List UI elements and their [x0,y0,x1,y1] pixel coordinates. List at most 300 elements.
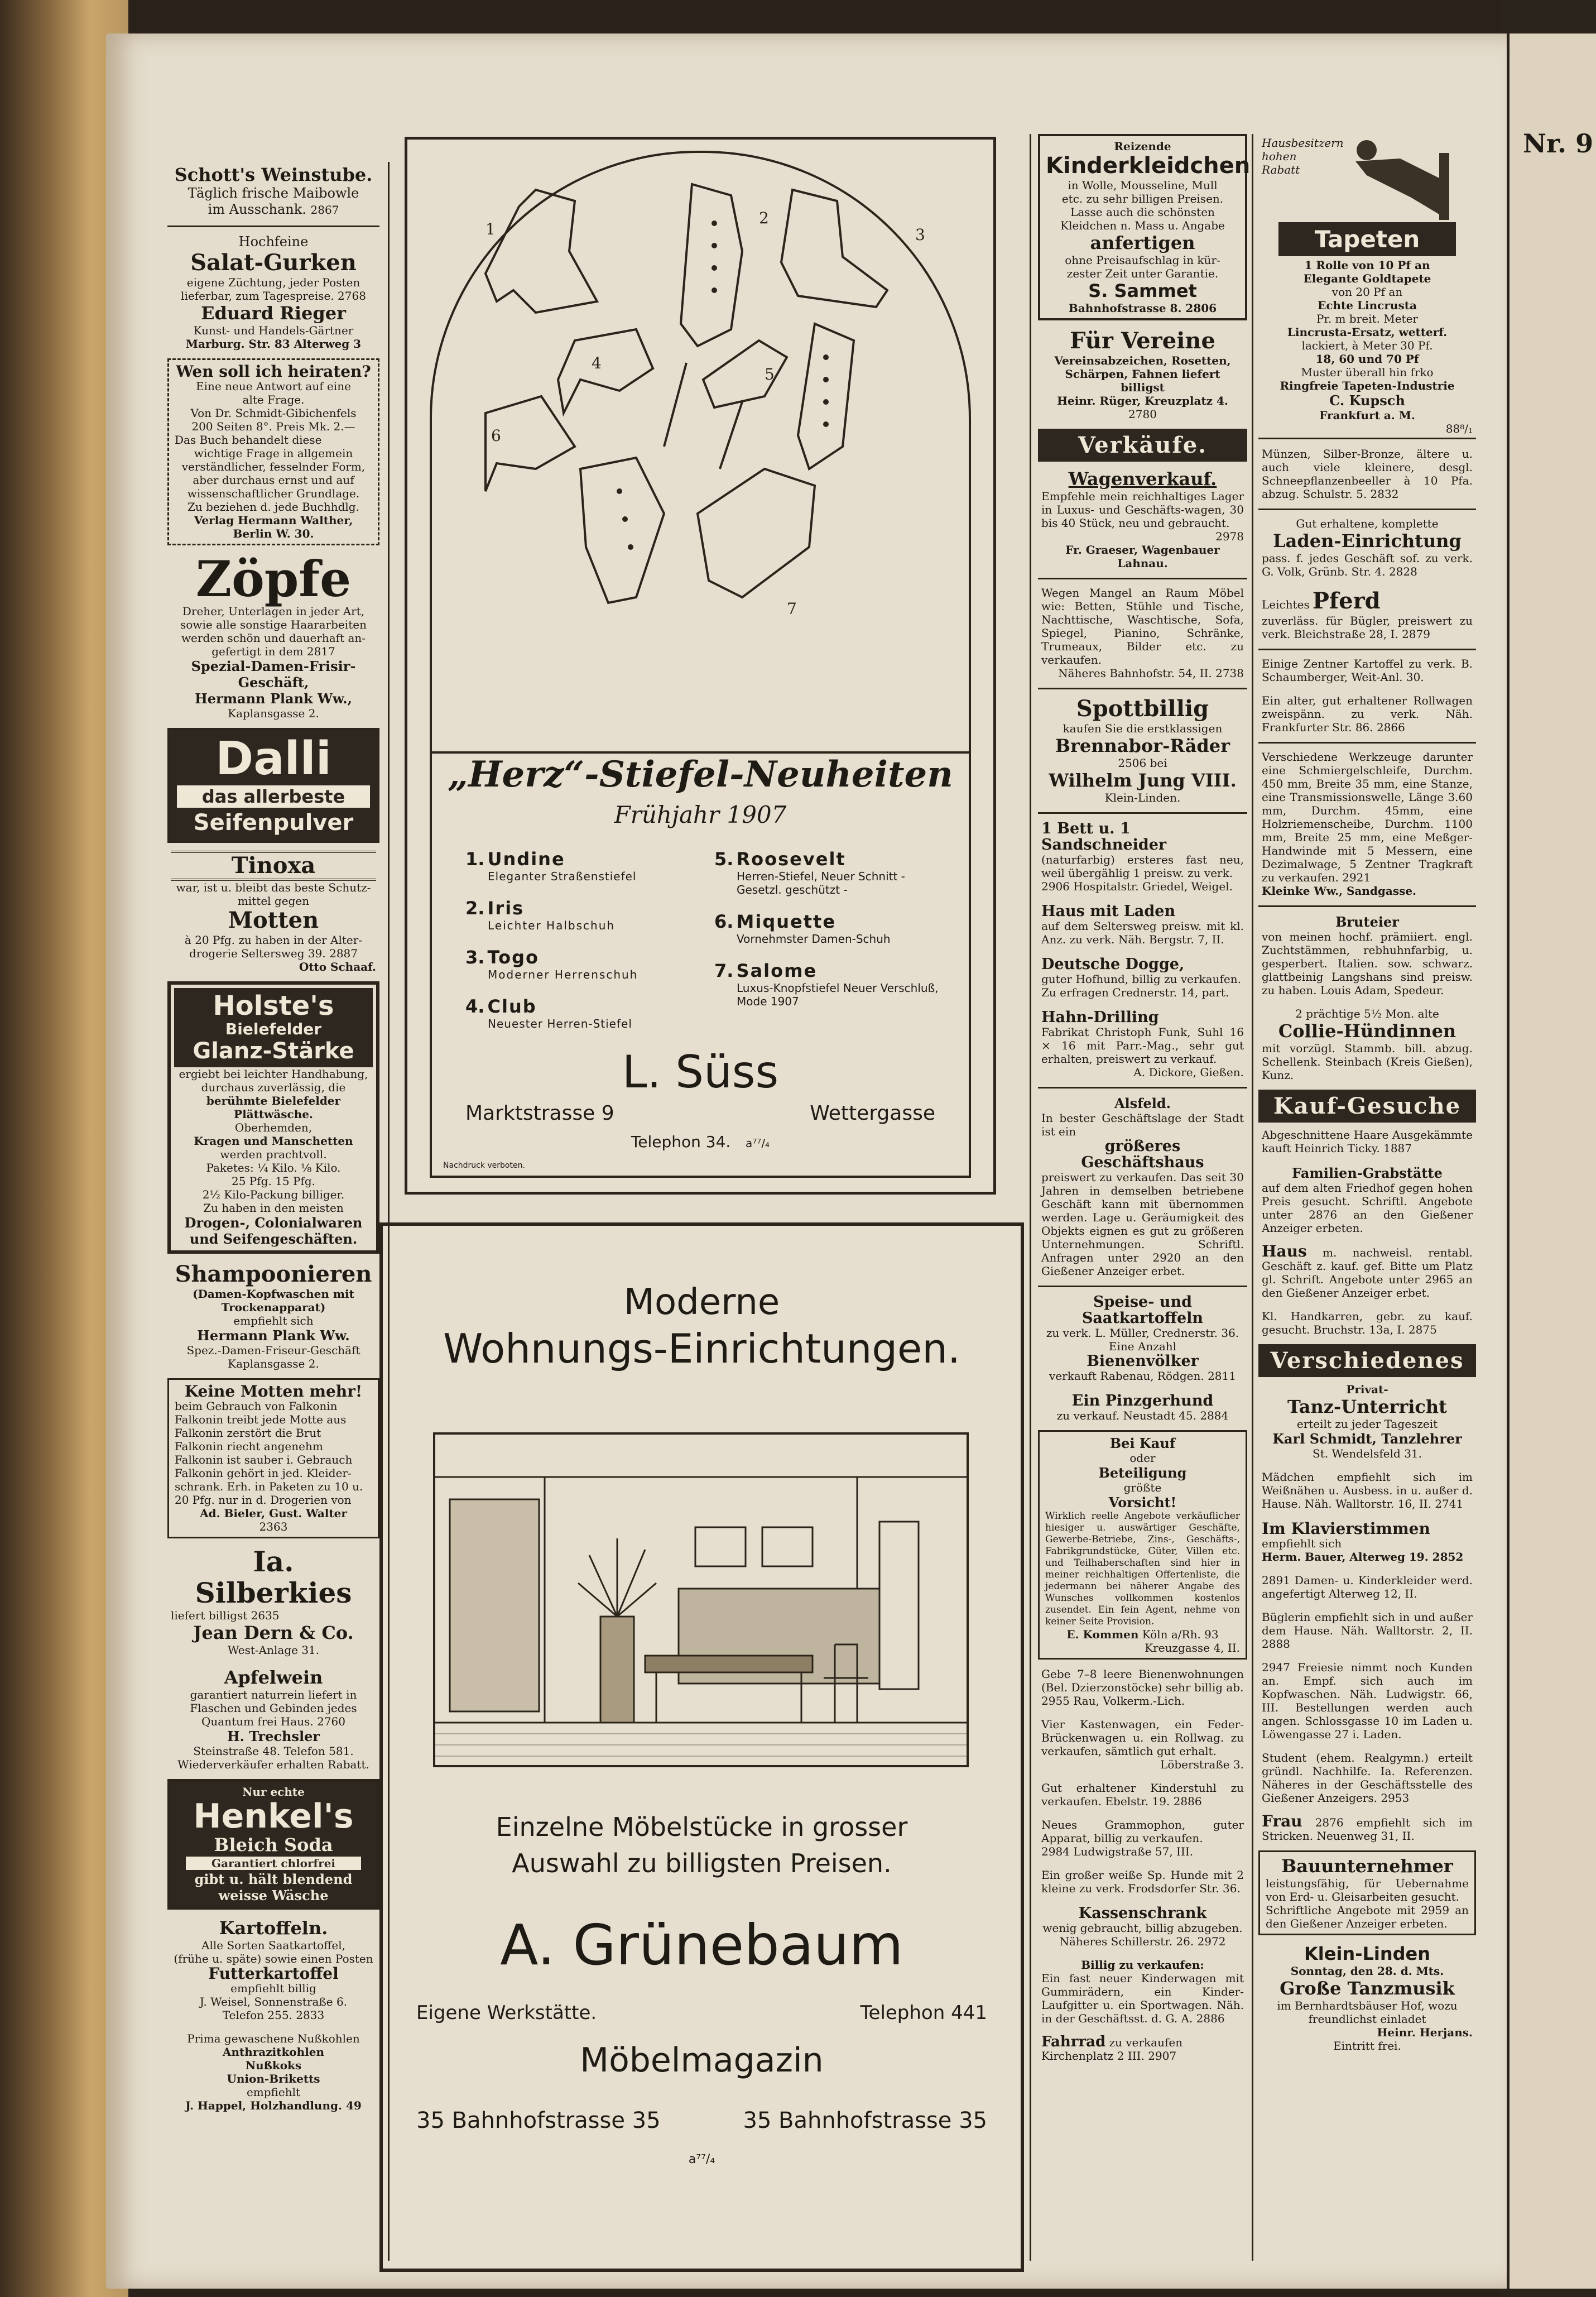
next-page-edge [1510,33,1596,2289]
ad-line [1262,1610,1473,1651]
ad-text: pass. f. jedes Geschäft sof. zu verk. G. Volk, Grünb. Str. 4. [1262,552,1473,578]
ad-line: Bielefelder [225,1020,322,1038]
ad-line [1041,1409,1244,1422]
ad-handkarren [1258,1307,1476,1339]
ad-title: Bienenvölker [1087,1353,1199,1370]
ad-title: Für Vereine [1070,328,1215,354]
ad-line: etc. zu sehr billigen Preisen. [1061,192,1224,205]
ad-text: wenig gebraucht, billig abzugeben. Näheres Schillerstr. 26. [1042,1921,1243,1948]
ad-line: sowie alle sonstige Haararbeiten [180,618,367,631]
ad-line [171,202,376,218]
ad-line: Muster überall hin frko [1301,366,1434,379]
ad-line: 20 Pfg. nur in d. Drogerien von [175,1493,352,1507]
ad-line: Falkonin riecht angenehm [175,1440,323,1453]
column-4 [1258,134,1476,2060]
ad-kartoffeln [167,1915,379,2024]
model-name: Salome [736,960,818,981]
ad-moebel [1038,584,1247,682]
ad-line [1262,1751,1473,1805]
ad-code: 2955 [1041,1694,1070,1708]
ad-line: verständlicher, fesselnder Form, [181,460,366,473]
model-desc: Vornehmster Damen-Schuh [737,932,891,946]
ad-line: Falkonin treibt jede Motte aus [175,1413,347,1426]
ad-address: Klein-Linden. [1104,791,1181,804]
section-header-verschiedenes: Verschiedenes [1258,1344,1476,1377]
ad-line: Seifenpulver [193,810,354,836]
ad-line: liefert billigst [171,1609,248,1622]
ad-address: Löberstraße 3. [1160,1758,1244,1771]
ad-name: Karl Schmidt, Tanzlehrer [1272,1431,1462,1447]
ad-maedchen [1258,1468,1476,1513]
ad-text: Freiesie nimmt noch Kunden an. Empf. sich auch im Kopfwaschen. Näh. Ludwigstr. 66, III. Bestellungen werden auch angen. Schlossgasse 10 im Laden u. Löwengasse 27 i. Laden. [1262,1661,1473,1741]
ad-title: Billig zu verkaufen: [1081,1958,1204,1972]
ad-drilling [1038,1007,1247,1081]
shoe-ad-address-left: Marktstrasse 9 [465,1102,614,1125]
ad-line: empfiehlt [246,2085,301,2099]
ad-title: 1 Bett u. 1 Sandschneider [1041,820,1167,853]
ad-line: wissenschaftlicher Grundlage. [187,487,360,500]
furniture-ad-firm: A. Grünebaum [500,1912,903,1978]
ad-klein-linden [1258,1941,1476,2055]
ad-code: 2888 [1262,1637,1290,1651]
ad-bett [1038,818,1247,895]
furniture-ad-title-2: Wohnungs-Einrichtungen. [443,1325,960,1372]
ad-line: Sonntag, den 28. d. Mts. [1290,1964,1444,1978]
ad-line: Dreher, Unterlagen in jeder Art, [182,605,365,618]
ad-title: Fahrrad [1041,2034,1106,2050]
model-name: Miquette [736,911,837,932]
ad-line: Falkonin gehört in jed. Kleider- [175,1466,352,1480]
ad-line: war, ist u. bleibt das beste Schutz- [176,881,371,894]
shoe-drawing-3 [781,190,887,307]
ad-code: 2760 [317,1715,345,1728]
ad-text: Schriftliche Angebote mit 2959 an den Gießener Anzeiger erbeten. [1266,1903,1469,1930]
ad-title: Spottbillig [1076,696,1209,722]
shoe-illustration [452,156,943,636]
ad-code: 2907 [1148,2049,1177,2063]
divider [1038,688,1247,689]
ad-line: ohne Preisaufschlag in kür- [1065,253,1220,267]
shoe-model [714,848,941,896]
shoe-ad-footnote: Nachdruck verboten. [443,1161,525,1170]
ad-line [1041,1694,1244,1708]
ad-grabstaette [1258,1163,1476,1237]
ad-collie [1258,1005,1476,1084]
shoe-button-dots [617,220,829,550]
ad-title: Schott's Weinstube. [174,164,373,185]
ad-line: anfertigen [1090,232,1195,253]
ad-text: Wirklich reelle Angebote verkäuflicher hiesiger u. auswärtiger Geschäfte, Gewerbe-Betriebe, Zins-, Geschäfts-, Fabrikgrundstücke, Güter, Villen etc. und Teilhaberschaften sind hier in meiner reichhaltigen Offertenliste, die jedermann bei näherer Angabe des Wunsches vollkommen kostenlos zusendet. Ein fein Agent, nehme von keiner Seite Provision. [1045,1510,1240,1627]
ad-werkzeuge [1258,748,1476,900]
model-name: Togo [487,947,539,968]
ad-silberkies [167,1544,379,1659]
furniture-room-illustration [433,1432,969,1767]
ad-text: zu verk. L. Müller, Crednerstr. 36. [1046,1326,1239,1340]
ad-text: Verschiedene Werkzeuge darunter eine Schmiergelschleife, Durchm. 450 mm, Breite 35 mm, eine Stanze, eine Transmissionswelle, Länge 3.60 mm, Durchm. 45mm, eine Holzriemenscheibe, Durchm. 1100 mm, Breite 25 mm, eine Meßger-Handwinde mit 5 Messern, eine Dezimalwage, 5 Zentner Tragkraft zu verkaufen. [1262,750,1473,884]
ad-line: Eine neue Antwort auf eine [196,380,351,393]
ad-line [1262,1812,1473,1843]
model-name: Undine [487,848,565,870]
column-rule [1030,134,1031,2261]
ad-code: 2866 [1376,721,1405,734]
ad-line: Kragen und Manschetten [194,1134,353,1148]
ad-line: Falkonin ist sauber i. Gebrauch [175,1453,353,1466]
ad-title: Hahn-Drilling [1041,1009,1159,1026]
ad-code: 2780 [1128,407,1157,421]
ad-address: Frankfurt a. M. [1319,409,1415,422]
ad-name: C. Kupsch [1329,392,1405,409]
tapeten-top [1262,136,1473,220]
ad-title: Keine Motten mehr! [184,1382,363,1401]
ad-line: Kunst- und Handels-Gärtner [193,324,354,337]
ad-title: größeres Geschäftshaus [1081,1138,1204,1171]
ad-tapeten [1258,134,1476,439]
ad-line: berühmte Bielefelder Plättwäsche. [206,1094,341,1121]
ad-title: Zöpfe [195,550,352,608]
ad-code: 2947 [1262,1661,1290,1674]
furniture-ad-phone: Telephon 441 [860,2002,987,2024]
ad-line: beim Gebrauch von Falkonin [175,1399,338,1413]
ad-line: aber durchaus ernst und auf [193,473,354,487]
table-shape [645,1656,813,1672]
shoe-number-2: 2 [759,209,769,227]
ad-code: 2817 [306,645,335,658]
shoe-ad-phone-row [432,1133,969,1151]
ad-title: Bruteier [1335,914,1399,930]
model-number: 4. [465,996,485,1017]
ad-line: Spez.-Damen-Friseur-Geschäft [186,1344,360,1357]
ad-line: Anthrazitkohlen [222,2045,325,2059]
ad-line: Falkonin zerstört die Brut [175,1426,321,1440]
ad-text: guter Hofhund, billig zu verkaufen. [1041,972,1241,986]
ad-kastenwagen [1038,1715,1247,1773]
ad-name: Hospitalstr. Griedel, Weigel. [1073,880,1233,893]
ad-code: 2887 [329,947,358,960]
ad-line: Eine Anzahl [1108,1340,1177,1353]
ad-line: Garantiert chlorfrei [186,1857,361,1870]
ad-line: Drogen-, Colonialwaren [184,1215,363,1231]
ad-code: 2852 [1432,1550,1464,1564]
ad-line: alte Frage. [242,393,305,406]
shoe-drawing-9 [698,469,815,597]
ad-title: Laden-Einrichtung [1273,530,1462,552]
ad-title: Kassenschrank [1078,1905,1207,1922]
ad-line: Oberhemden, [234,1121,313,1134]
ad-text: auf dem alten Friedhof gegen hohen Preis gesucht. Schriftl. Angebote unter 2876 an den Gießener Anzeiger erbeten. [1262,1181,1473,1235]
ad-line: à 20 Pfg. zu haben in der Alter- [184,933,363,947]
ad-address: Kreuzgasse 4, II. [1145,1641,1240,1655]
ad-title: Frau [1262,1812,1302,1830]
divider [1038,578,1247,579]
ad-title: Glanz-Stärke [193,1038,354,1064]
ad-line: J. Weisel, Sonnenstraße 6. [199,1995,348,2008]
ad-title: Bei Kauf [1109,1435,1176,1451]
ad-code: 2363 [259,1520,288,1533]
ad-code: 2886 [1173,1795,1202,1808]
ad-code: 2828 [1388,565,1417,578]
ad-address: Näheres Bahnhofstr. 54, II. [1058,666,1212,680]
ad-title: Apfelwein [224,1667,323,1688]
ad-text: zu verkaufen Kirchenplatz 2 III. [1041,2036,1183,2063]
ad-line: 18, 60 und 70 Pf [1315,352,1419,366]
ad-line: mittel gegen [237,894,310,908]
ad-spottbillig [1038,694,1247,807]
ad-text: Ein fast neuer Kinderwagen mit Gummirädern, ein Kinder-Laufgitter u. ein Sportwagen. Näh. in der Geschäftsst. d. G. A. [1041,1972,1244,2025]
ad-line [171,2099,376,2112]
ad-line [1262,1242,1473,1299]
ad-name: Eduard Rieger [201,303,346,324]
ad-kassenschrank [1038,1903,1247,1950]
model-name: Iris [487,898,525,919]
ad-line: Heinr. Rüger, Kreuzplatz 4. [1057,394,1228,407]
ad-line [1041,2035,1244,2063]
ad-title: Tanz-Unterricht [1287,1396,1447,1417]
ad-title: Salat-Gurken [190,250,357,276]
ad-line: Quantum frei Haus. [201,1715,314,1728]
ad-kinderkleidchen [1038,134,1251,320]
ad-line: Schärpen, Fahnen liefert billigst [1065,367,1220,394]
ad-line: 1 Rolle von 10 Pf an [1304,258,1430,272]
ad-line: wichtige Frage in allgemein [194,447,353,460]
furniture-ad-info-row [416,2002,987,2024]
ad-line: Privat- [1346,1383,1388,1396]
ad-line: Verlag Hermann Walther, [194,514,353,527]
ad-name: Jean Dern & Co. [193,1622,354,1643]
column-1 [167,162,379,2120]
ad-line: Telefon 255. [222,2008,292,2022]
ad-title: Vorsicht! [1108,1494,1177,1510]
ad-line [171,645,376,658]
ad-line [1262,1661,1473,1741]
ad-line: Lasse auch die schönsten [1070,205,1215,219]
ad-text: mit vorzügl. Stammb. bill. abzug. Schellenk. Steinbach (Kreis Gießen), Kunz. [1262,1042,1473,1082]
ad-line: Wiederverkäufer erhalten Rabatt. [177,1758,369,1771]
ad-code: 88⁸/₁ [1445,422,1473,435]
ad-title: Tinoxa [171,851,376,881]
ad-line [171,1609,376,1622]
ad-line: empfiehlt sich [233,1314,314,1327]
ad-line: Union-Briketts [227,2072,320,2085]
ad-line [1045,1628,1240,1641]
ad-kartoffel-verk [1258,655,1476,686]
ad-line: empfiehlt billig [230,1982,316,1995]
ad-code: 2978 [1215,530,1244,543]
ad-line: Pr. m breit. Meter [1316,312,1418,325]
ad-line: 2½ Kilo-Packung billiger. [202,1188,345,1201]
ad-code: 2768 [338,289,366,303]
ad-title: Bleich Soda [214,1834,333,1855]
model-name: Club [487,996,537,1017]
ad-address: Zu erfragen Crednerstr. 14, part. [1041,986,1229,999]
model-desc: Neuester Herren-Stiefel [488,1017,632,1030]
ad-text: Münzen, Silber-Bronze, ältere u. auch viele kleinere, desgl. Schneepflanzenbeeller à 10 Pfa. abzug. Schulstr. 5. [1262,447,1473,501]
furniture-ad-address-right: 35 Bahnhofstrasse 35 [743,2108,987,2133]
ad-friseuse [1258,1658,1476,1743]
ad-student [1258,1749,1476,1807]
shoe-model-left-list [465,848,692,1045]
ad-text: In bester Geschäftslage der Stadt ist ein [1041,1111,1244,1138]
furniture-ad-workshop: Eigene Werkstätte. [416,2002,597,2024]
ad-code: 2635 [251,1609,280,1622]
newspaper-page [106,33,1507,2289]
model-number: 1. [465,848,485,870]
ad-line: Kaplansgasse 2. [228,707,319,720]
ad-code: 2879 [1402,627,1430,641]
ad-line [1262,552,1473,578]
model-number: 7. [714,960,734,981]
ad-text: Empfehle mein reichhaltiges Lager in Luxus- und Geschäfts-wagen, 30 bis 40 Stück, neu und gebraucht. [1041,490,1244,530]
ad-code: 2833 [296,2008,325,2022]
ad-name: E. Kommen [1066,1628,1139,1641]
ad-line [1041,880,1244,893]
ad-code: 2832 [1370,487,1399,501]
ad-title: Haus [1262,1242,1307,1260]
ad-name: Kleinke Ww., Sandgasse. [1262,884,1417,898]
ad-text: Mädchen empfiehlt sich im Weißnähen u. Ausbess. in u. außer d. Hause. Näh. Walltorstr. 16, II. [1262,1470,1473,1510]
ad-line: werden prachtvoll. [220,1148,327,1161]
ad-line [171,2008,376,2022]
ad-title: Im Klavierstimmen [1262,1519,1430,1538]
divider [1038,1087,1247,1088]
ad-title: Shampoonieren [175,1261,372,1287]
ad-title: Dalli [215,732,331,785]
ad-apfelwein [167,1665,379,1773]
ad-line: und Seifengeschäften. [189,1231,358,1247]
ad-line: kaufen Sie die erstklassigen [1063,722,1223,735]
ad-pferd [1258,586,1476,643]
ad-line: Das Buch behandelt diese [175,433,322,447]
ad-line [1046,301,1239,315]
shoe-drawing-2 [681,184,742,346]
ad-gurken [167,232,379,353]
ad-line: Lincrusta-Ersatz, wetterf. [1287,325,1448,339]
section-header-kauf-gesuche: Kauf-Gesuche [1258,1090,1476,1123]
shoe-ad-address-row [465,1102,935,1125]
ad-alsfeld [1038,1093,1247,1280]
ad-grammophon [1038,1816,1247,1860]
ad-line: Spezial-Damen-Frisir-Geschäft, [191,658,356,690]
ad-line: Von Dr. Schmidt-Gibichenfels [190,406,357,420]
shoe-ad-title: „Herz“-Stiefel-Neuheiten [448,754,953,795]
ad-line [1262,614,1473,641]
ad-text: verkauft Rabenau, Rödgen. [1049,1369,1204,1383]
ad-line: Zu beziehen d. jede Buchhdlg. [188,500,359,514]
ad-text: auf dem Seltersweg preisw. mit kl. Anz. zu verk. Näh. Bergstr. 7, II. [1041,919,1244,946]
ad-line: Alle Sorten Saatkartoffel, [201,1939,345,1952]
ad-text: Vier Kastenwagen, ein Feder-Brückenwagen u. ein Rollwag. zu verkaufen, sämtlich gut erhalt. [1041,1718,1244,1758]
ad-name: Rau, Volkerm.-Lich. [1073,1694,1185,1708]
ad-line: Futterkartoffel [208,1964,339,1983]
ad-rollwagen [1258,692,1476,736]
ad-line: Vereinsabzeichen, Rosetten, [1054,354,1231,367]
section-header-verkaeufe: Verkäufe. [1038,429,1247,462]
ad-code: 2806 [1185,301,1217,315]
ad-line: Ad. Bieler, Gust. Walter [200,1507,347,1520]
ad-line [171,289,376,303]
ad-text: zuverläss. für Bügler, preiswert zu verk. Bleichstraße 28, I. [1262,614,1473,641]
ad-text: 2 prächtige 5½ Mon. alte [1295,1007,1439,1020]
ad-line: Otto Schaaf. [299,960,376,974]
ad-line: Hermann Plank Ww., [195,690,352,707]
ad-line: 200 Seiten 8°. Preis Mk. 2.— [191,420,355,433]
ad-line [1262,1574,1473,1600]
ad-motten [167,1378,379,1538]
ad-line: von 20 Pf an [1331,285,1403,299]
cabinet-shape [450,1499,539,1711]
ad-line: gefertigt in dem [211,645,304,658]
ad-line: schrank. Erh. in Paketen zu 10 u. [175,1480,363,1493]
ad-title: Tapeten [1278,222,1456,256]
ad-bienenwohnungen [1038,1665,1247,1710]
shoe-model [714,960,941,1008]
ad-line: Hochfeine [238,234,309,250]
ad-line [1262,750,1473,884]
ad-title: Haus mit Laden [1041,903,1176,920]
ad-bruteier [1258,912,1476,999]
ad-title: Speise- und Saatkartoffeln [1081,1293,1204,1327]
ad-line: eigene Züchtung, jeder Posten [186,276,360,289]
model-number: 6. [714,911,734,932]
ad-line: Gut erhaltene, komplette [1296,517,1439,530]
shoe-ad-address-right: Wettergasse [810,1102,935,1125]
model-number: 3. [465,947,485,968]
shoe-number-4: 4 [592,354,602,372]
shoe-model-right-list [714,848,941,1045]
shoe-number-1: 1 [485,220,496,238]
ad-text: Ein alter, gut erhaltener Rollwagen zweispänn. zu verk. Näh. Frankfurter Str. 86. [1262,694,1473,734]
shoe-model [714,911,941,946]
shoe-drawing-4 [558,329,653,413]
ad-text: (naturfarbig) ersteres fast neu, weil übergählig 1 preisw. zu verk. [1041,853,1244,880]
ad-address: Bahnhofstrasse 8. [1068,301,1182,315]
ad-zoepfe [167,551,379,722]
ad-tanzunterricht [1258,1380,1476,1462]
column-rule [1252,134,1253,2261]
ad-text: Fabrikat Christoph Funk, Suhl 16 × 16 mit Parr.-Mag., sehr gut erhalten, preiswert zu verkauf. [1041,1025,1244,1066]
ad-title: Wagenverkauf. [1068,468,1217,490]
ad-code: 2906 [1041,880,1070,893]
ad-stricken [1258,1812,1476,1845]
ad-klavier [1258,1518,1476,1566]
ad-line: J. Happel, Holzhandlung. [185,2099,342,2112]
ad-title: Große Tanzmusik [1280,1978,1455,1999]
ad-line: Flaschen und Gebinden jedes [190,1701,357,1715]
ad-title: Pferd [1312,588,1381,614]
ad-vorsicht [1038,1430,1247,1660]
ad-code: 2886 [1196,2012,1225,2025]
ad-text: Wegen Mangel an Raum Möbel wie: Betten, Stühle und Tische, Nachttische, Waschtische, Sofa, Spiegel, Pianino, Schränke, Trumeaux, Bilder etc. zu verkaufen. [1041,586,1244,666]
ad-line [1041,1972,1244,2025]
ad-line: Hausbesitzern hohen Rabatt [1262,136,1344,176]
ad-line: West-Anlage 31. [227,1643,320,1657]
ad-code: 2884 [1200,1409,1229,1422]
ad-title: Alsfeld. [1114,1095,1171,1111]
ad-code: 2875 [1408,1323,1437,1336]
ad-line: 25 Pfg. 15 Pfg. [231,1174,315,1188]
ad-name: A. Dickore, Gießen. [1133,1066,1244,1079]
shoe-drawing-1 [485,190,597,313]
ad-buegelerin [1258,1608,1476,1653]
ad-holste [167,981,379,1254]
ad-line: Reizende [1114,140,1171,153]
furniture-ad [379,1222,1024,2272]
ad-line: größte [1123,1481,1162,1494]
ad-text: Abgeschnittene Haare Ausgekämmte kauft Heinrich Ticky. [1262,1128,1473,1155]
ad-text: empfiehlt sich [1262,1537,1342,1550]
ad-dalli [167,728,379,843]
ad-line [171,1715,376,1728]
ad-weinstube [167,162,379,220]
